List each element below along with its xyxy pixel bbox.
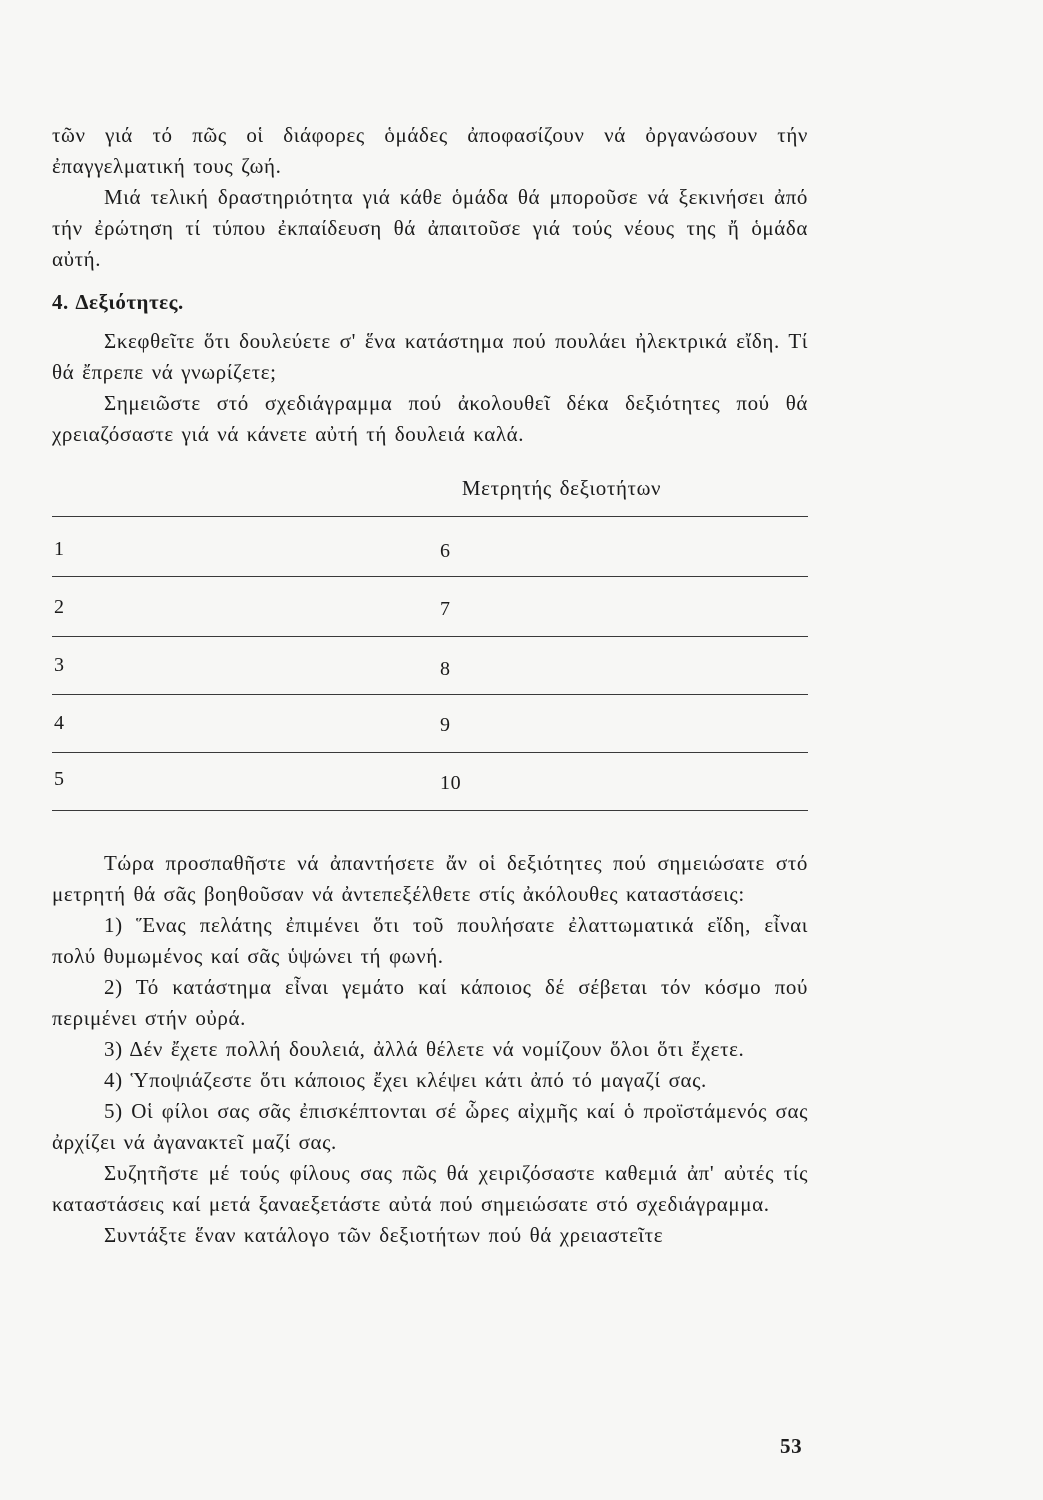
table-rule bbox=[52, 516, 808, 517]
situation-item-2: 2) Τό κατάστημα εἶναι γεμάτο καί κάποιος δέ σέβεται τόν κόσμο πού περιμένει στήν οὐρά. bbox=[52, 975, 808, 1030]
skill-number-7: 7 bbox=[440, 598, 451, 620]
section-heading: 4. Δεξιότητες. bbox=[52, 290, 184, 314]
skill-number-8: 8 bbox=[440, 658, 451, 680]
skill-number-1: 1 bbox=[54, 538, 65, 560]
situation-item-3: 3) Δέν ἔχετε πολλή δουλειά, ἀλλά θέλετε νά νομίζουν ὅλοι ὅτι ἔχετε. bbox=[104, 1037, 745, 1061]
situation-item-4: 4) Ὑποψιάζεστε ὅτι κάποιος ἔχει κλέψει κάτι ἀπό τό μαγαζί σας. bbox=[104, 1068, 707, 1092]
section-block bbox=[52, 326, 808, 450]
intro-block bbox=[52, 120, 808, 275]
skill-number-10: 10 bbox=[440, 772, 462, 794]
questions-intro: Τώρα προσπαθῆστε νά ἀπαντήσετε ἄν οἱ δεξιότητες πού σημειώσατε στό μετρητή θά σᾶς βοηθοῦσαν νά ἀντεπεξέλθετε στίς ἀκόλουθες καταστάσεις: bbox=[52, 851, 808, 906]
closing-paragraph: Συντάξτε ἕναν κατάλογο τῶν δεξιοτήτων πού θά χρειαστεῖτε bbox=[104, 1223, 664, 1247]
skill-number-6: 6 bbox=[440, 540, 451, 562]
situation-item-1: 1) Ἕνας πελάτης ἐπιμένει ὅτι τοῦ πουλήσατε ἐλαττωματικά εἴδη, εἶναι πολύ θυμωμένος καί σᾶς ὑψώνει τή φωνή. bbox=[52, 913, 808, 968]
skill-number-3: 3 bbox=[54, 654, 65, 676]
skill-number-9: 9 bbox=[440, 714, 451, 736]
situation-item-5: 5) Οἱ φίλοι σας σᾶς ἐπισκέπτονται σέ ὧρες αἰχμῆς καί ὁ προϊστάμενός σας ἀρχίζει νά ἀγανακτεῖ μαζί σας. bbox=[52, 1099, 808, 1154]
skill-number-5: 5 bbox=[54, 768, 65, 790]
section-paragraph-2: Σημειῶστε στό σχεδιάγραμμα πού ἀκολουθεῖ δέκα δεξιότητες πού θά χρειαζόσαστε γιά νά κάνετε αὐτή τή δουλειά καλά. bbox=[52, 391, 808, 446]
intro-paragraph-1: τῶν γιά τό πῶς οἱ διάφορες ὁμάδες ἀποφασίζουν νά ὀργανώσουν τήν ἐπαγγελματική τους ζωή. bbox=[52, 123, 808, 178]
skill-number-4: 4 bbox=[54, 712, 65, 734]
questions-block bbox=[52, 848, 808, 1251]
table-rule bbox=[52, 752, 808, 753]
skills-table-title: Μετρητής δεξιοτήτων bbox=[461, 476, 662, 500]
section-paragraph-1: Σκεφθεῖτε ὅτι δουλεύετε σ' ἕνα κατάστημα πού πουλάει ἠλεκτρικά εἴδη. Τί θά ἔπρεπε νά γνωρίζετε; bbox=[52, 329, 808, 384]
page-number: 53 bbox=[780, 1434, 803, 1458]
intro-paragraph-2: Μιά τελική δραστηριότητα γιά κάθε ὁμάδα θά μποροῦσε νά ξεκινήσει ἀπό τήν ἐρώτηση τί τύπου ἐκπαίδευση θά ἀπαιτοῦσε γιά τούς νέους της ἤ ὁμάδα αὐτή. bbox=[52, 185, 808, 271]
table-rule bbox=[52, 576, 808, 577]
table-rule bbox=[52, 636, 808, 637]
discussion-paragraph: Συζητῆστε μέ τούς φίλους σας πῶς θά χειριζόσαστε καθεμιά ἀπ' αὐτές τίς καταστάσεις καί μετά ξαναεξετάστε αὐτά πού σημειώσατε στό σχεδιάγραμμα. bbox=[52, 1161, 808, 1216]
table-rule bbox=[52, 810, 808, 811]
skill-number-2: 2 bbox=[54, 596, 65, 618]
table-rule bbox=[52, 694, 808, 695]
